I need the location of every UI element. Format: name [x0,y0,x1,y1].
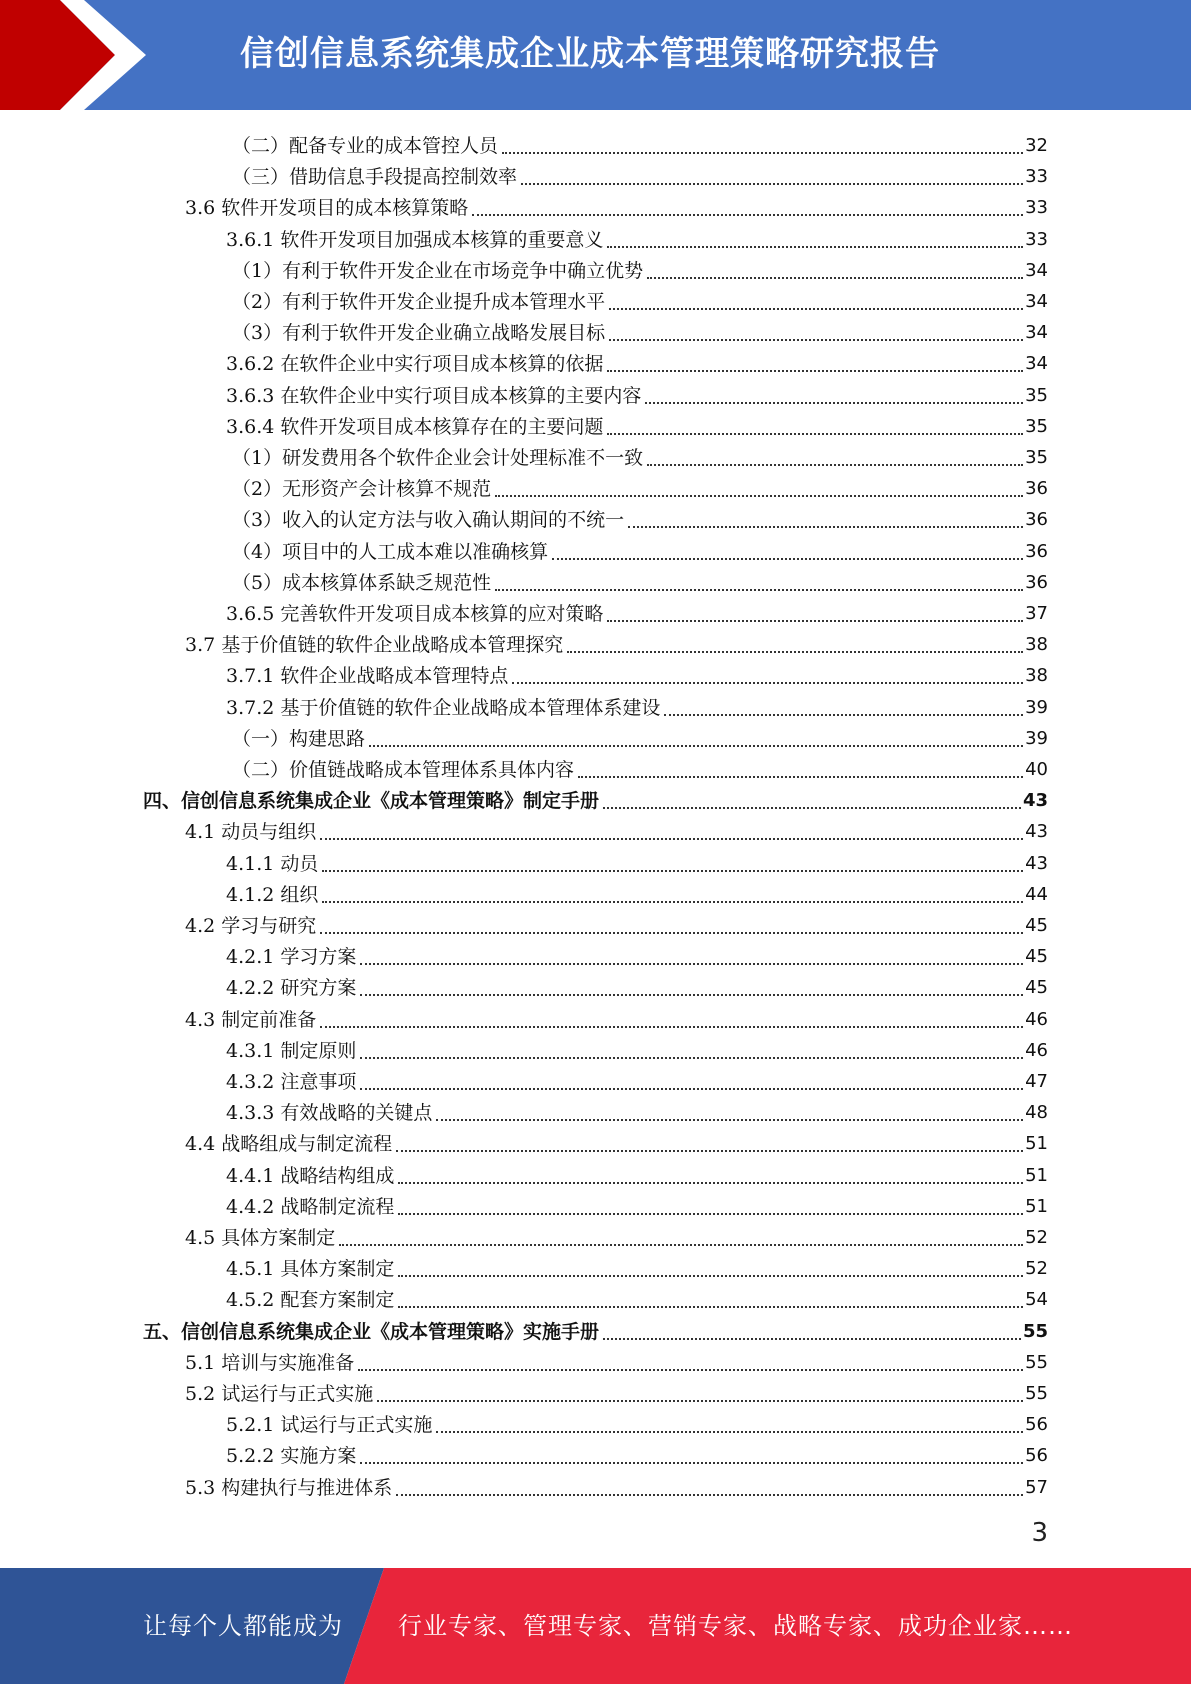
toc-entry[interactable] [232,470,1048,501]
toc-dot-leader [495,495,1023,497]
toc-entry-page: 55 [1022,1320,1048,1342]
toc-entry-page: 56 [1025,1414,1048,1436]
toc-entry-page: 44 [1025,883,1048,905]
toc-entry-label: 4.4 战略组成与制定流程 [185,1133,393,1156]
toc-entry-label: 5.1 培训与实施准备 [185,1351,355,1374]
toc-entry-page: 57 [1025,1476,1048,1498]
toc-entry-label: 4.4.2 战略制定流程 [226,1195,395,1218]
toc-entry-page: 46 [1025,1008,1048,1030]
toc-dot-leader [664,714,1023,716]
toc-entry-page: 38 [1025,665,1048,687]
toc-entry-label: 3.6 软件开发项目的成本核算策略 [185,197,469,220]
toc-entry-page: 45 [1025,946,1048,968]
toc-dot-leader [396,1150,1023,1152]
toc-dot-leader [398,1213,1023,1215]
toc-entry-label: （二）价值链战略成本管理体系具体内容 [232,759,575,781]
toc-dot-leader [647,464,1023,466]
toc-dot-leader [603,1338,1021,1340]
toc-entry[interactable] [232,751,1048,782]
toc-entry-label: 4.5.1 具体方案制定 [226,1258,395,1281]
toc-entry-label: 3.7.1 软件企业战略成本管理特点 [226,665,509,688]
toc-dot-leader [360,1088,1023,1090]
toc-dot-leader [436,1119,1023,1121]
toc-dot-leader [360,1462,1023,1464]
toc-entry-page: 52 [1025,1258,1048,1280]
toc-entry-page: 52 [1025,1227,1048,1248]
toc-dot-leader [322,901,1023,903]
toc-entry-page: 34 [1025,259,1048,281]
toc-entry[interactable] [232,533,1048,564]
toc-entry-label: 3.6.1 软件开发项目加强成本核算的重要意义 [226,228,604,251]
toc-entry[interactable] [226,1188,1048,1219]
toc-entry[interactable] [232,439,1048,470]
toc-dot-leader [521,183,1023,185]
toc-entry[interactable] [232,314,1048,345]
toc-entry-label: 5.2 试运行与正式实施 [185,1383,374,1405]
toc-entry-label: 3.6.4 软件开发项目成本核算存在的主要问题 [226,415,604,438]
toc-entry[interactable] [226,345,1048,376]
toc-dot-leader [369,745,1023,747]
toc-dot-leader [495,589,1023,591]
toc-entry-page: 33 [1025,166,1048,188]
toc-entry-page: 51 [1025,1195,1048,1217]
footer-slogan-left: 让每个人都能成为 [143,1612,343,1640]
toc-entry-page: 36 [1025,571,1048,593]
toc-dot-leader [502,152,1023,154]
toc-entry[interactable] [226,221,1048,252]
toc-entry-label: 5.2.2 实施方案 [226,1445,357,1468]
toc-entry-label: （2）有利于软件开发企业提升成本管理水平 [232,291,606,313]
toc-entry[interactable] [226,377,1048,408]
toc-entry-label: 4.1 动员与组织 [185,821,317,844]
toc-entry[interactable] [185,1469,1048,1500]
toc-entry-page: 48 [1025,1102,1048,1124]
toc-entry-page: 46 [1025,1039,1048,1061]
header-bar [0,0,1191,110]
toc-entry-label: （5）成本核算体系缺乏规范性 [232,571,492,594]
toc-entry-label: （1）有利于软件开发企业在市场竞争中确立优势 [232,259,644,282]
toc-entry-label: 4.3 制定前准备 [185,1008,317,1031]
toc-dot-leader [398,1306,1023,1308]
toc-entry-label: 5.2.1 试运行与正式实施 [226,1414,433,1437]
toc-entry-label: （三）借助信息手段提高控制效率 [232,166,518,189]
toc-dot-leader [603,807,1021,809]
toc-entry-label: 3.7 基于价值链的软件企业战略成本管理探究 [185,634,564,657]
toc-entry[interactable] [226,1281,1048,1312]
toc-entry-label: 3.6.3 在软件企业中实行项目成本核算的主要内容 [226,384,642,407]
toc-entry[interactable] [185,813,1048,844]
toc-entry-page: 54 [1025,1289,1048,1311]
toc-entry-page: 34 [1025,291,1048,312]
toc-entry[interactable] [185,1219,1048,1250]
toc-entry-page: 40 [1025,759,1048,780]
page-number: 3 [1031,1518,1048,1548]
toc-entry-label: 4.4.1 战略结构组成 [226,1164,395,1187]
toc-dot-leader [377,1400,1023,1402]
toc-entry[interactable] [232,158,1048,189]
toc-entry-page: 51 [1025,1164,1048,1186]
toc-entry[interactable] [185,1001,1048,1032]
toc-dot-leader [320,932,1023,934]
toc-entry[interactable] [226,938,1048,969]
toc-entry[interactable] [232,283,1048,314]
toc-dot-leader [358,1369,1023,1371]
toc-entry[interactable] [232,501,1048,532]
toc-entry-label: （一）构建思路 [232,727,366,750]
toc-entry[interactable] [232,564,1048,595]
toc-entry[interactable] [226,1032,1048,1063]
toc-entry-page: 34 [1025,322,1048,344]
toc-entry-label: （二）配备专业的成本管控人员 [232,135,499,157]
toc-entry-page: 36 [1025,540,1048,562]
toc-dot-leader [320,1026,1023,1028]
document-title: 信创信息系统集成企业成本管理策略研究报告 [240,34,940,74]
toc-entry-label: 四、信创信息系统集成企业《成本管理策略》制定手册 [143,790,600,813]
toc-entry[interactable] [226,1094,1048,1125]
footer-banner [0,1568,1191,1684]
toc-entry-page: 55 [1025,1383,1048,1404]
toc-dot-leader [360,1057,1023,1059]
toc-entry[interactable] [226,1157,1048,1188]
toc-entry-label: （1）研发费用各个软件企业会计处理标准不一致 [232,447,644,469]
toc-entry-page: 36 [1025,478,1048,500]
header-arrow-decoration [0,0,220,110]
toc-entry-page: 37 [1025,603,1048,624]
toc-dot-leader [567,651,1023,653]
toc-dot-leader [552,558,1023,560]
toc-entry[interactable] [226,1250,1048,1281]
toc-entry[interactable] [226,845,1048,876]
toc-entry-page: 33 [1025,197,1048,219]
toc-entry-label: 4.2 学习与研究 [185,915,317,937]
toc-dot-leader [320,838,1023,840]
toc-entry[interactable] [185,1125,1048,1156]
toc-entry[interactable] [143,1313,1048,1344]
toc-dot-leader [607,370,1023,372]
toc-dot-leader [645,402,1023,404]
toc-entry[interactable] [232,252,1048,283]
toc-dot-leader [609,339,1023,341]
toc-entry-label: （3）有利于软件开发企业确立战略发展目标 [232,322,606,345]
toc-entry-label: 五、信创信息系统集成企业《成本管理策略》实施手册 [143,1320,600,1343]
toc-dot-leader [607,246,1023,248]
toc-entry[interactable] [226,1406,1048,1437]
toc-entry-page: 32 [1025,135,1048,156]
toc-dot-leader [578,776,1023,778]
toc-entry-label: 4.3.3 有效战略的关键点 [226,1102,433,1125]
toc-entry[interactable] [226,1063,1048,1094]
toc-entry-label: （4）项目中的人工成本难以准确核算 [232,540,549,563]
toc-dot-leader [609,308,1023,310]
toc-entry-page: 55 [1025,1351,1048,1373]
toc-dot-leader [339,1244,1023,1246]
toc-entry-label: 4.2.1 学习方案 [226,946,357,969]
toc-entry-label: 4.1.2 组织 [226,883,319,906]
toc-entry[interactable] [226,657,1048,688]
toc-entry[interactable] [185,1375,1048,1406]
toc-dot-leader [322,870,1023,872]
toc-entry-page: 36 [1025,509,1048,531]
toc-dot-leader [398,1182,1023,1184]
toc-dot-leader [607,620,1023,622]
toc-dot-leader [436,1431,1023,1433]
toc-entry-page: 39 [1025,727,1048,749]
toc-entry-label: 3.6.2 在软件企业中实行项目成本核算的依据 [226,353,604,376]
toc-entry[interactable] [185,907,1048,938]
toc-dot-leader [607,433,1023,435]
toc-entry-label: 5.3 构建执行与推进体系 [185,1476,393,1499]
toc-entry-page: 56 [1025,1445,1048,1467]
toc-entry[interactable] [185,626,1048,657]
toc-entry-page: 38 [1025,634,1048,656]
toc-entry-page: 43 [1025,852,1048,874]
toc-dot-leader [398,1275,1023,1277]
toc-entry[interactable] [226,969,1048,1000]
toc-entry-page: 45 [1025,977,1048,999]
toc-entry-label: （2）无形资产会计核算不规范 [232,478,492,501]
footer-slogan-right: 行业专家、管理专家、营销专家、战略专家、成功企业家…… [398,1612,1073,1640]
toc-entry-page: 35 [1025,447,1048,468]
toc-entry-page: 47 [1025,1071,1048,1092]
toc-entry[interactable] [185,1344,1048,1375]
toc-entry-page: 35 [1025,384,1048,406]
toc-entry-label: 4.2.2 研究方案 [226,977,357,1000]
toc-entry-page: 34 [1025,353,1048,375]
toc-entry[interactable] [232,127,1048,158]
toc-entry[interactable] [185,189,1048,220]
toc-entry-label: （3）收入的认定方法与收入确认期间的不统一 [232,509,625,532]
toc-dot-leader [360,963,1023,965]
toc-dot-leader [472,214,1023,216]
toc-entry-page: 51 [1025,1133,1048,1155]
toc-entry-page: 45 [1025,915,1048,936]
toc-entry-label: 4.3.1 制定原则 [226,1039,357,1062]
toc-entry-label: 3.7.2 基于价值链的软件企业战略成本管理体系建设 [226,696,661,719]
toc-entry[interactable] [143,782,1048,813]
toc-entry-page: 35 [1025,415,1048,437]
toc-entry-label: 4.3.2 注意事项 [226,1071,357,1093]
toc-entry[interactable] [226,876,1048,907]
toc-entry[interactable] [232,720,1048,751]
toc-dot-leader [360,994,1023,996]
toc-dot-leader [647,277,1023,279]
toc-entry-page: 43 [1025,821,1048,843]
toc-entry-page: 39 [1025,696,1048,718]
toc-entry-label: 4.5.2 配套方案制定 [226,1289,395,1312]
toc-entry-label: 3.6.5 完善软件开发项目成本核算的应对策略 [226,603,604,625]
toc-entry[interactable] [226,689,1048,720]
toc-entry-label: 4.5 具体方案制定 [185,1227,336,1249]
toc-entry[interactable] [226,1437,1048,1468]
toc-entry-page: 33 [1025,228,1048,250]
toc-dot-leader [396,1494,1023,1496]
toc-entry[interactable] [226,408,1048,439]
toc-entry-label: 4.1.1 动员 [226,852,319,875]
toc-dot-leader [512,682,1023,684]
toc-entry[interactable] [226,595,1048,626]
toc-dot-leader [628,526,1023,528]
toc-entry-page: 43 [1022,790,1048,812]
